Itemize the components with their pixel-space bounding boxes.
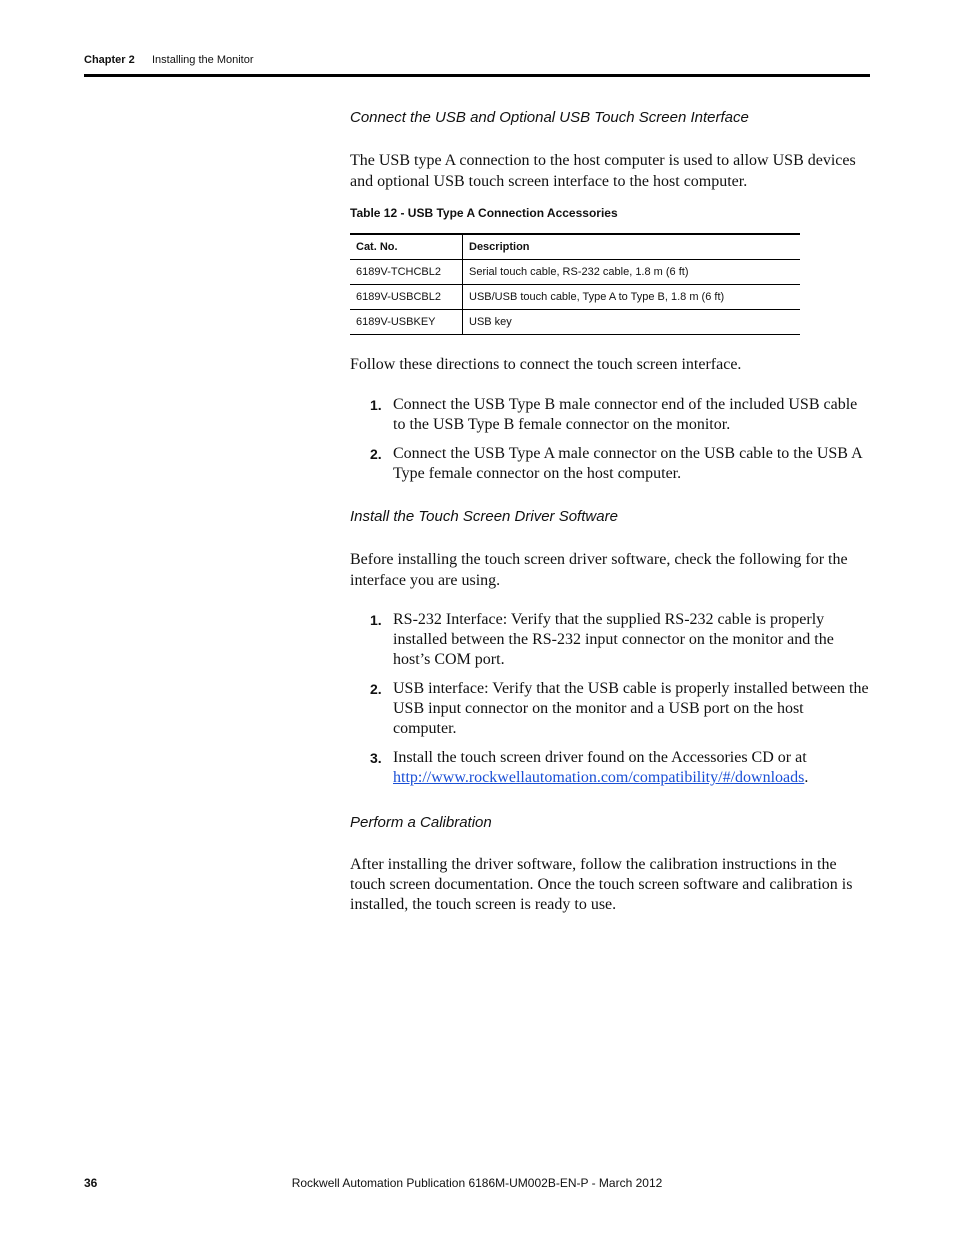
table-row [350,260,800,285]
calibration-text: After installing the driver software, follow the calibration instructions in the touch screen documentation. Once the touch screen software and calibration is installed, the touch screen is ready to use. [350,856,853,913]
step-text-trailing: . [804,769,809,786]
table-row [350,310,800,335]
page-number: 36 [84,1176,98,1190]
step-number: 1. [370,397,382,413]
directions-intro: Follow these directions to connect the touch screen interface. [350,356,742,373]
chapter-title: Installing the Monitor [152,54,254,66]
publication-footer: Rockwell Automation Publication 6186M-UM002B-EN-P - March 2012 [291,1176,663,1190]
list-item [350,395,870,435]
table-cell-cat-no: 6189V-TCHCBL2 [350,260,463,285]
step-text: Connect the USB Type A male connector on the USB cable to the USB A Type female connector on the host computer. [393,445,862,482]
list-item [350,748,870,788]
chapter-label: Chapter 2 [84,54,135,66]
section-heading-calibration: Perform a Calibration [350,814,492,831]
table-caption: Table 12 - USB Type A Connection Accessories [350,206,618,220]
step-text: USB interface: Verify that the USB cable is properly installed between the USB input connector on the monitor and a USB port on the host computer. [393,680,869,737]
table-cell-cat-no: 6189V-USBCBL2 [350,285,463,310]
downloads-link[interactable]: http://www.rockwellautomation.com/compatibility/#/downloads [393,769,805,786]
step-number: 1. [370,612,382,628]
step-number: 2. [370,446,382,462]
table-cell-description: USB key [463,310,801,335]
table-row [350,285,800,310]
table-cell-description: USB/USB touch cable, Type A to Type B, 1.8 m (6 ft) [463,285,801,310]
section-intro-driver: Before installing the touch screen driver software, check the following for the interface you are using. [350,551,848,589]
step-text: RS-232 Interface: Verify that the supplied RS-232 cable is properly installed between the RS-232 input connector on the monitor and the host’s COM port. [393,611,834,668]
section-intro-usb: The USB type A connection to the host computer is used to allow USB devices and optional USB touch screen interface to the host computer. [350,152,856,190]
step-text: Connect the USB Type B male connector end of the included USB cable to the USB Type B female connector on the monitor. [393,396,858,433]
table-cell-cat-no: 6189V-USBKEY [350,310,463,335]
driver-steps-list [350,610,870,797]
step-number: 2. [370,681,382,697]
list-item [350,679,870,739]
section-heading-driver: Install the Touch Screen Driver Software [350,508,618,525]
list-item [350,444,870,484]
list-item [350,610,870,670]
header-rule [84,74,870,77]
step-text: Install the touch screen driver found on the Accessories CD or at [393,749,807,766]
section-heading-usb: Connect the USB and Optional USB Touch Screen Interface [350,109,749,126]
table-header-row [350,234,800,260]
table-header-description: Description [463,234,801,260]
table-cell-description: Serial touch cable, RS-232 cable, 1.8 m (6 ft) [463,260,801,285]
accessories-table [350,233,800,335]
connection-steps-list [350,395,870,493]
table-header-cat-no: Cat. No. [350,234,463,260]
running-header [84,54,254,66]
step-number: 3. [370,750,382,766]
